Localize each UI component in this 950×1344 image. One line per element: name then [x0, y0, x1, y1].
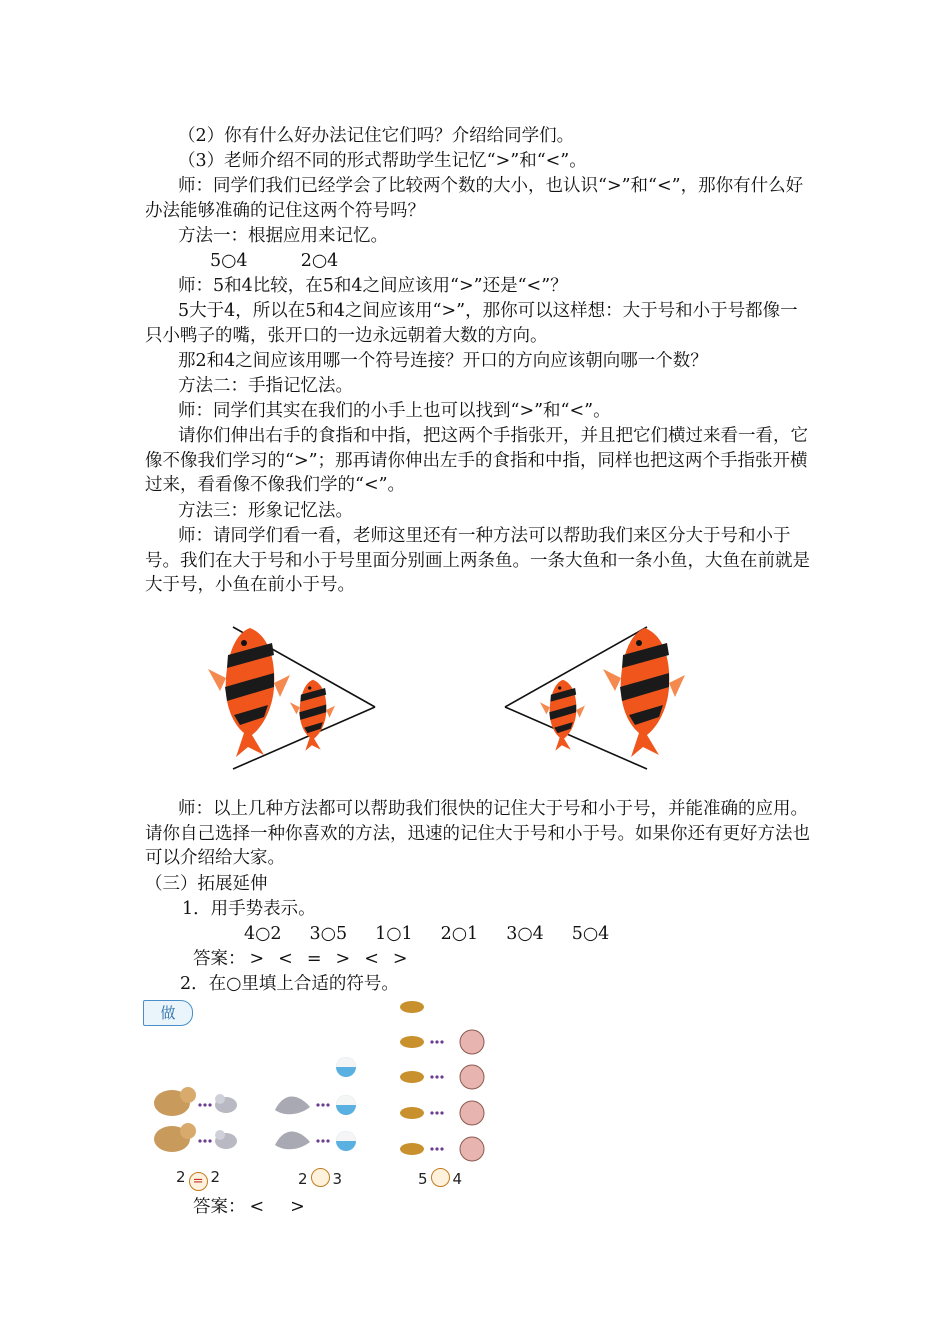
small-fish-right: [540, 680, 585, 751]
seals-group: [275, 1096, 310, 1149]
exercise-2-example-a: [176, 1168, 220, 1191]
dots-corn: [430, 1040, 443, 1150]
exercise-1-heading: 1．用手势表示。: [182, 899, 316, 919]
exercise-item: 4○2: [244, 924, 282, 944]
number-left: 5: [418, 1170, 428, 1188]
paragraph-fingers: 师：同学们其实在我们的小手上也可以找到“>”和“<”。: [178, 401, 611, 421]
big-fish-left: [208, 628, 290, 757]
exercise-2-answers: [193, 1195, 858, 1220]
section-3-heading: （三）拓展延伸: [145, 874, 268, 894]
exercise-1-answers: [193, 947, 858, 972]
small-fish-left: [290, 680, 335, 751]
paragraph-compare: 师：5和4比较，在5和4之间应该用“>”还是“<”？: [178, 276, 568, 296]
answer-sign: <: [364, 949, 379, 969]
exercise-2-example-b: [298, 1168, 342, 1188]
answer-sign: <: [278, 949, 293, 969]
pigs-group: [460, 1030, 484, 1161]
fish-illustration: [195, 615, 695, 785]
dots-cats: [198, 1103, 211, 1142]
cats-group: [154, 1087, 196, 1152]
exercise-item: 3○4: [506, 924, 544, 944]
example-2-4: 2○4: [300, 251, 339, 271]
less-than-lower-line: [505, 707, 647, 769]
paragraph-question: 那2和4之间应该用哪一个符号连接？开口的方向应该朝向哪一个数？: [178, 351, 708, 371]
exercise-2-heading: 2．在○里填上合适的符号。: [180, 974, 399, 994]
corn-group: [400, 1001, 424, 1155]
number-right: 4: [452, 1170, 463, 1188]
exercise-item: 5○4: [571, 924, 610, 944]
answer-circle: [311, 1168, 330, 1187]
exercise-item: 2○1: [440, 924, 479, 944]
paragraph-teacher-intro: 师：同学们我们已经学会了比较两个数的大小，也认识“>”和“<”，那你有什么好办法能够准确的记住这两个符号吗？: [145, 176, 804, 221]
answer-sign: >: [290, 1197, 305, 1217]
exercise-1-items: [244, 922, 909, 947]
method-1-examples: [210, 249, 875, 274]
method-2-heading: 方法二：手指记忆法。: [178, 376, 353, 396]
question-2: （2）你有什么好办法记住它们吗？介绍给同学们。: [178, 126, 575, 146]
mice-group: [215, 1094, 237, 1149]
paragraph-summary: 师：以上几种方法都可以帮助我们很快的记住大于号和小于号，并能准确的应用。请你自己选择一种你喜欢的方法，迅速的记住大于号和小于号。如果你还有更好方法也可以介绍给大家。: [145, 799, 810, 868]
balls-group: [336, 1057, 356, 1151]
answer-sign: <: [249, 1197, 265, 1217]
dots-seals: [316, 1103, 329, 1142]
method-3-heading: 方法三：形象记忆法。: [178, 501, 353, 521]
paragraph-finger-instructions: 请你们伸出右手的食指和中指，把这两个手指张开，并且把它们横过来看一看，它像不像我们学习的“>”；那再请你伸出左手的食指和中指，同样也把这两个手指张开横过来，看看像不像我们学的“<”。: [145, 426, 808, 495]
exercise-2-picture: [150, 995, 500, 1165]
exercise-2-example-c: [418, 1168, 462, 1188]
method-1-heading: 方法一：根据应用来记忆。: [178, 226, 388, 246]
number-right: 2: [210, 1168, 221, 1186]
question-3: （3）老师介绍不同的形式帮助学生记忆“>”和“<”。: [178, 151, 587, 171]
answer-sign: >: [249, 949, 265, 969]
number-left: 2: [176, 1168, 186, 1186]
number-right: 3: [332, 1170, 343, 1188]
answer-label: 答案：: [193, 949, 246, 969]
paragraph-fish: 师：请同学们看一看，老师这里还有一种方法可以帮助我们来区分大于号和小于号。我们在大于号和小于号里面分别画上两条鱼。一条大鱼和一条小鱼，大鱼在前就是大于号，小鱼在前小于号。: [145, 526, 810, 595]
do-it-badge: 做: [143, 1000, 193, 1026]
answer-sign: =: [306, 949, 322, 969]
example-5-4: 5○4: [210, 251, 248, 271]
exercise-item: 1○1: [375, 924, 413, 944]
exercise-item: 3○5: [309, 924, 348, 944]
answer-sign: >: [335, 949, 351, 969]
answer-sign: >: [392, 949, 408, 969]
big-fish-right: [603, 628, 685, 757]
paragraph-duck-mouth: 5大于4，所以在5和4之间应该用“>”，那你可以这样想：大于号和小于号都像一只小鸭子的嘴，张开口的一边永远朝着大数的方向。: [145, 301, 798, 346]
answer-circle: =: [189, 1172, 208, 1191]
number-left: 2: [298, 1170, 308, 1188]
answer-label: 答案：: [193, 1197, 246, 1217]
answer-circle: [431, 1168, 450, 1187]
